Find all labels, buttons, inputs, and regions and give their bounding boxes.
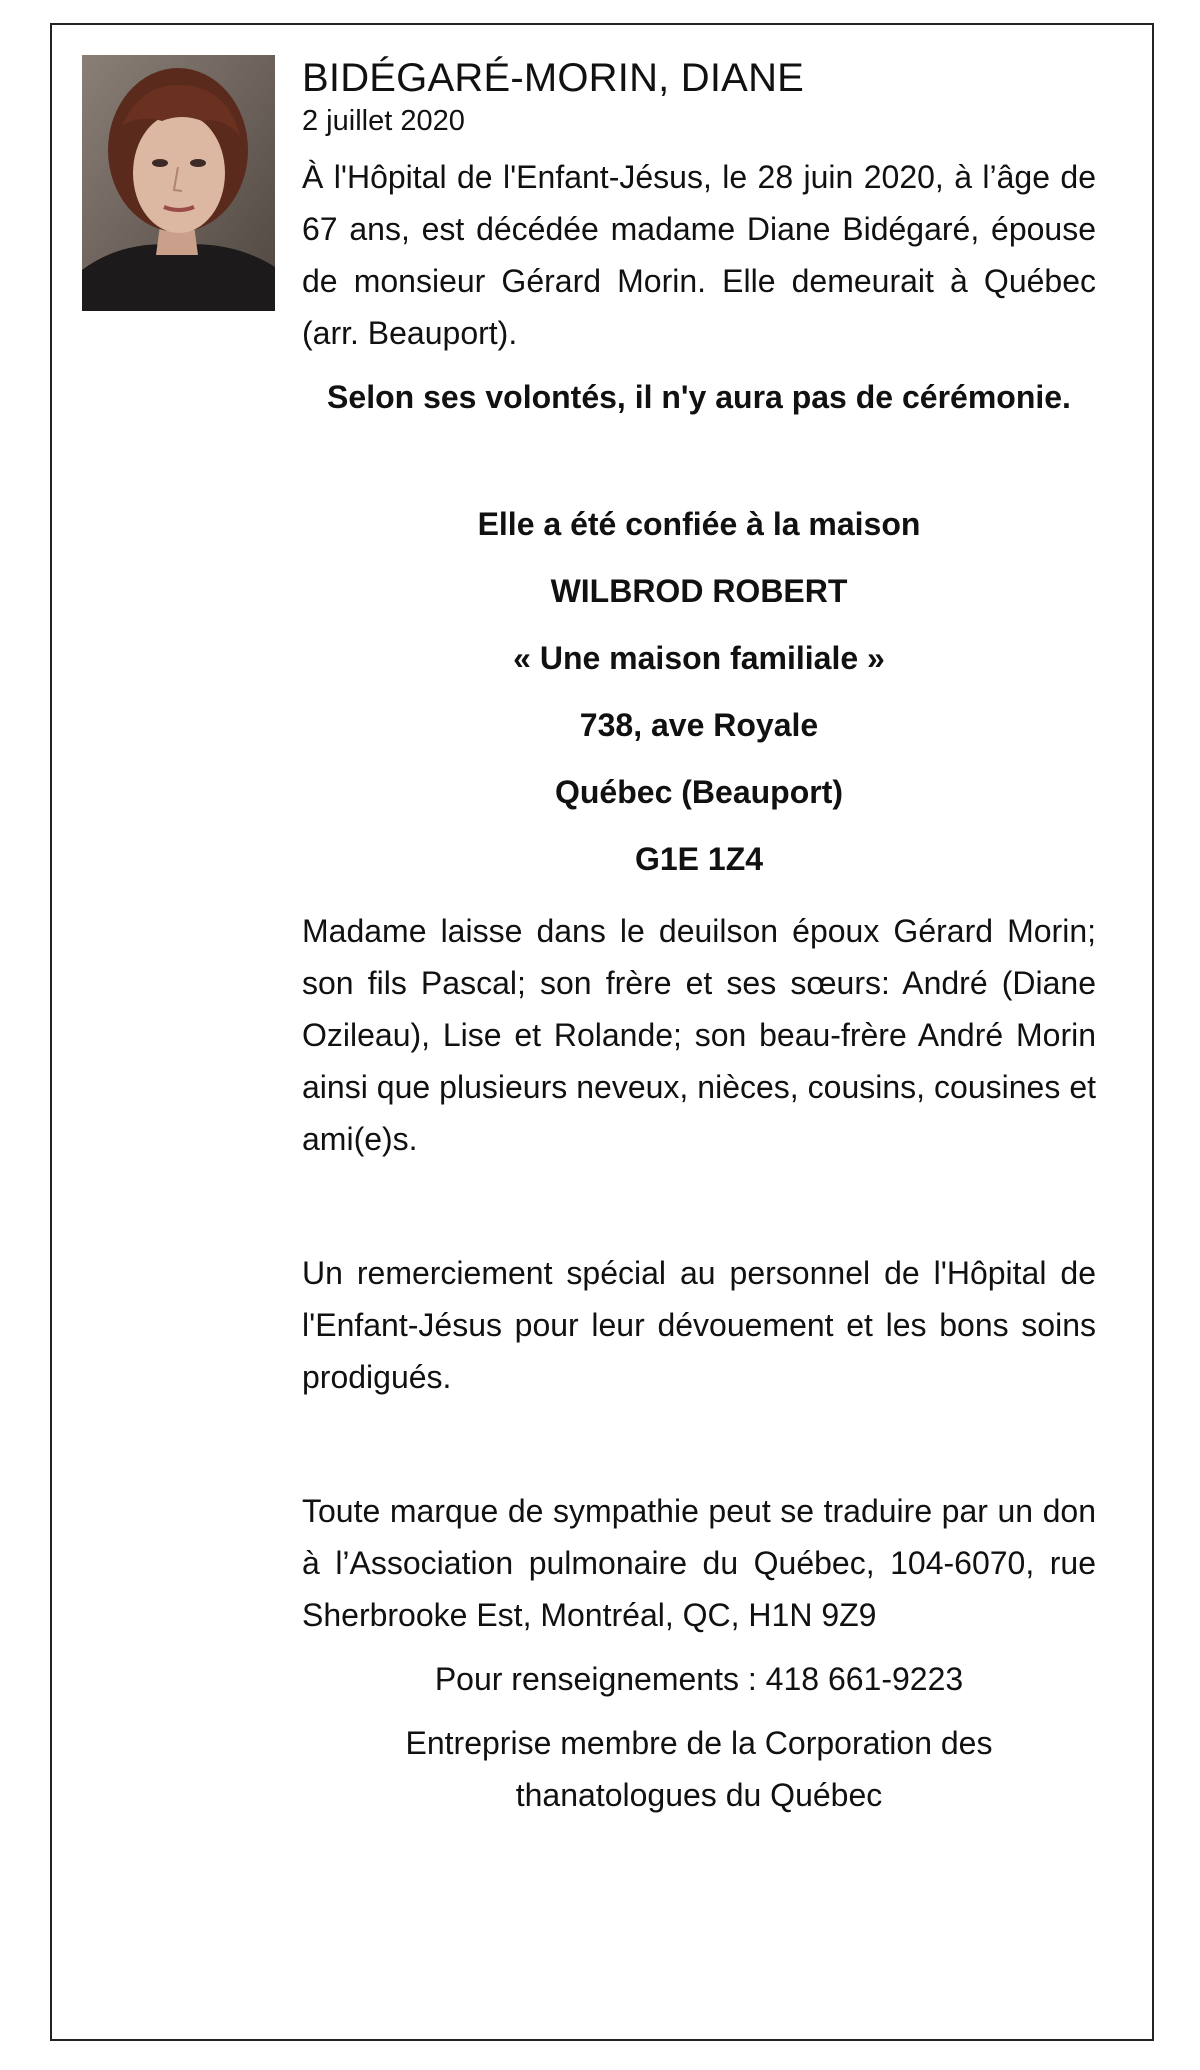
family-paragraph: Madame laisse dans le deuilson époux Gérard Morin; son fils Pascal; son frère et ses sœurs: André (Diane Ozileau), Lise et Rolande; son beau-frère André Morin ainsi que plusieurs neveux, nièces, cousins, cousines et ami(e)s. xyxy=(302,913,1096,1157)
publication-date: 2 juillet 2020 xyxy=(302,105,465,137)
funeral-home-name: WILBROD ROBERT xyxy=(550,573,848,609)
funeral-home-street: 738, ave Royale xyxy=(579,707,819,743)
funeral-home-block xyxy=(302,491,1096,893)
intro-paragraph: À l'Hôpital de l'Enfant-Jésus, le 28 juin 2020, à l’âge de 67 ans, est décédée madame Diane Bidégaré, épouse de monsieur Gérard Morin. Elle demeurait à Québec (arr. Beauport). xyxy=(302,159,1096,351)
funeral-home-city: Québec (Beauport) xyxy=(554,774,844,810)
portrait-photo xyxy=(82,55,275,311)
donation-paragraph: Toute marque de sympathie peut se traduire par un don à l’Association pulmonaire du Québec, 104-6070, rue Sherbrooke Est, Montréal, QC, H1N 9Z9 xyxy=(302,1493,1096,1633)
portrait-icon xyxy=(82,55,275,311)
funeral-home-slogan: « Une maison familiale » xyxy=(513,640,885,676)
funeral-home-intro: Elle a été confiée à la maison xyxy=(477,506,921,542)
info-line: Pour renseignements : 418 661-9223 xyxy=(434,1661,964,1697)
funeral-home-postal: G1E 1Z4 xyxy=(634,841,764,877)
obituary-content xyxy=(302,53,1096,1821)
obituary-frame xyxy=(50,23,1154,2041)
corporation-notice: Entreprise membre de la Corporation des thanatologues du Québec xyxy=(405,1725,993,1813)
deceased-name: BIDÉGARÉ-MORIN, DIANE xyxy=(302,56,805,100)
ceremony-notice: Selon ses volontés, il n'y aura pas de cérémonie. xyxy=(327,379,1071,415)
thanks-paragraph: Un remerciement spécial au personnel de l'Hôpital de l'Enfant-Jésus pour leur dévouement et les bons soins prodigués. xyxy=(302,1255,1096,1395)
